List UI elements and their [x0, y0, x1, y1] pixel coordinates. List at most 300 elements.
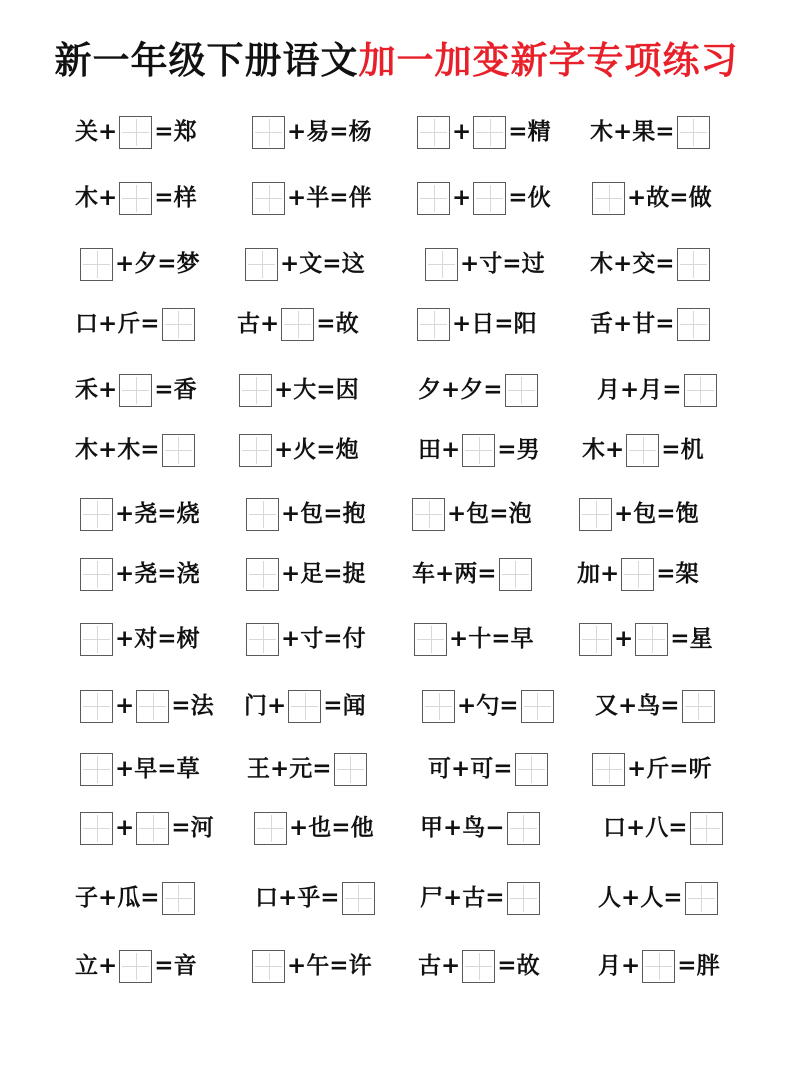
- exercise-row: [0, 944, 793, 988]
- exercise-item: [78, 806, 214, 850]
- character: 也: [308, 814, 332, 841]
- character: 大: [293, 376, 317, 403]
- operator: =: [323, 560, 343, 587]
- exercise-item: [75, 176, 197, 220]
- answer-box[interactable]: [505, 374, 538, 407]
- exercise-item: [78, 617, 200, 661]
- operator: +: [281, 500, 301, 527]
- exercise-row: [0, 806, 793, 850]
- operator: +: [452, 310, 472, 337]
- operator: +: [627, 184, 647, 211]
- operator: =: [312, 755, 332, 782]
- character: 阳: [513, 310, 537, 337]
- operator: =: [669, 184, 689, 211]
- operator: =: [154, 952, 174, 979]
- answer-box[interactable]: [80, 753, 113, 786]
- exercise-item: [418, 368, 540, 412]
- operator: =: [493, 755, 513, 782]
- answer-box[interactable]: [521, 690, 554, 723]
- answer-box[interactable]: [342, 882, 375, 915]
- character: 香: [173, 376, 197, 403]
- answer-box[interactable]: [417, 308, 450, 341]
- answer-box[interactable]: [246, 498, 279, 531]
- character: 木: [590, 250, 613, 277]
- character: 月: [639, 376, 663, 403]
- exercise-item: [597, 368, 719, 412]
- exercise-item: [420, 876, 542, 920]
- exercise-row: [0, 492, 793, 536]
- character: 斤: [646, 755, 670, 782]
- exercise-item: [78, 242, 200, 286]
- exercise-item: [420, 684, 556, 728]
- operator: +: [605, 436, 625, 463]
- exercise-item: [577, 492, 699, 536]
- character: 浇: [176, 560, 200, 587]
- exercise-item: [410, 492, 532, 536]
- character: 因: [335, 376, 359, 403]
- exercise-row: [0, 242, 793, 286]
- answer-box[interactable]: [412, 498, 445, 531]
- character: 加: [577, 560, 600, 587]
- exercise-row: [0, 747, 793, 791]
- character: 交: [632, 250, 656, 277]
- operator: =: [154, 118, 174, 145]
- answer-box[interactable]: [281, 308, 314, 341]
- operator: +: [98, 436, 118, 463]
- answer-box[interactable]: [677, 308, 710, 341]
- operator: +: [460, 250, 480, 277]
- answer-box[interactable]: [119, 182, 152, 215]
- answer-box[interactable]: [119, 950, 152, 983]
- character: 人: [640, 884, 664, 911]
- answer-box[interactable]: [682, 690, 715, 723]
- character: 可: [428, 755, 451, 782]
- character: 夕: [418, 376, 441, 403]
- character: 瓜: [117, 884, 141, 911]
- character: 寸: [479, 250, 503, 277]
- answer-box[interactable]: [162, 308, 195, 341]
- answer-box[interactable]: [80, 623, 113, 656]
- operator: =: [655, 310, 675, 337]
- exercise-item: [244, 552, 366, 596]
- character: 捉: [342, 560, 366, 587]
- operator: +: [287, 952, 307, 979]
- operator: =: [668, 814, 688, 841]
- operator: +: [614, 625, 634, 652]
- character: 木: [75, 436, 98, 463]
- answer-box[interactable]: [80, 248, 113, 281]
- answer-box[interactable]: [422, 690, 455, 723]
- character: 关: [75, 118, 98, 145]
- operator: +: [115, 755, 135, 782]
- answer-box[interactable]: [677, 248, 710, 281]
- operator: =: [157, 755, 177, 782]
- answer-box[interactable]: [677, 116, 710, 149]
- character: 精: [527, 118, 551, 145]
- answer-box[interactable]: [642, 950, 675, 983]
- character: 梦: [176, 250, 200, 277]
- character: 烧: [176, 500, 200, 527]
- character: 机: [680, 436, 704, 463]
- character: 郑: [173, 118, 197, 145]
- character: 田: [418, 436, 441, 463]
- operator: +: [451, 755, 471, 782]
- exercise-item: [237, 368, 359, 412]
- operator: +: [627, 755, 647, 782]
- exercise-item: [75, 428, 197, 472]
- answer-box[interactable]: [515, 753, 548, 786]
- operator: +: [457, 692, 477, 719]
- character: 样: [173, 184, 197, 211]
- answer-box[interactable]: [239, 434, 272, 467]
- character: 古: [462, 884, 486, 911]
- operator: +: [441, 376, 461, 403]
- operator: +: [260, 310, 280, 337]
- operator: +: [443, 814, 463, 841]
- answer-box[interactable]: [579, 623, 612, 656]
- exercise-item: [75, 110, 197, 154]
- answer-box[interactable]: [462, 434, 495, 467]
- character: 木: [590, 118, 613, 145]
- answer-box[interactable]: [252, 116, 285, 149]
- character: 他: [350, 814, 374, 841]
- answer-box[interactable]: [690, 812, 723, 845]
- exercise-item: [603, 806, 725, 850]
- exercise-item: [250, 110, 372, 154]
- exercise-item: [244, 492, 366, 536]
- character: 鸟: [462, 814, 486, 841]
- answer-box[interactable]: [80, 812, 113, 845]
- answer-box[interactable]: [136, 812, 169, 845]
- character: 乎: [297, 884, 321, 911]
- operator: +: [274, 376, 294, 403]
- exercise-item: [590, 176, 712, 220]
- operator: +: [115, 625, 135, 652]
- exercise-item: [590, 110, 712, 154]
- operator: +: [613, 118, 633, 145]
- exercise-item: [590, 242, 712, 286]
- exercise-row: [0, 368, 793, 412]
- character: 泡: [508, 500, 532, 527]
- answer-box[interactable]: [245, 248, 278, 281]
- exercise-item: [420, 806, 542, 850]
- character: 果: [632, 118, 656, 145]
- operator: =: [323, 692, 343, 719]
- character: 两: [454, 560, 478, 587]
- operator: +: [449, 625, 469, 652]
- character: 甲: [420, 814, 443, 841]
- answer-box[interactable]: [414, 623, 447, 656]
- answer-box[interactable]: [80, 498, 113, 531]
- answer-box[interactable]: [252, 950, 285, 983]
- operator: =: [508, 118, 528, 145]
- character: 饱: [675, 500, 699, 527]
- operator: =: [497, 436, 517, 463]
- character: 早: [134, 755, 158, 782]
- operator: +: [98, 184, 118, 211]
- operator: =: [489, 500, 509, 527]
- exercise-item: [78, 492, 200, 536]
- exercise-item: [590, 747, 712, 791]
- operator: +: [287, 118, 307, 145]
- exercise-item: [415, 176, 551, 220]
- exercise-item: [590, 302, 712, 346]
- character: 车: [412, 560, 435, 587]
- exercise-item: [250, 176, 372, 220]
- character: 古: [237, 310, 260, 337]
- operator: =: [140, 436, 160, 463]
- operator: =: [497, 952, 517, 979]
- answer-box[interactable]: [136, 690, 169, 723]
- operator: =: [483, 376, 503, 403]
- character: 鸟: [637, 692, 661, 719]
- character: 河: [190, 814, 214, 841]
- character: 可: [470, 755, 494, 782]
- exercise-item: [598, 944, 720, 988]
- exercise-item: [237, 428, 359, 472]
- exercise-row: [0, 176, 793, 220]
- exercise-row: [0, 110, 793, 154]
- exercise-item: [247, 747, 369, 791]
- character: 故: [335, 310, 359, 337]
- character: 日: [471, 310, 495, 337]
- operator: =: [491, 625, 511, 652]
- answer-box[interactable]: [462, 950, 495, 983]
- character: 月: [597, 376, 620, 403]
- character: 树: [176, 625, 200, 652]
- exercise-item: [250, 944, 372, 988]
- operator: =: [140, 310, 160, 337]
- operator: =: [171, 692, 191, 719]
- character: 早: [510, 625, 534, 652]
- operator: =: [499, 692, 519, 719]
- operator: +: [98, 376, 118, 403]
- character: 付: [342, 625, 366, 652]
- operator: +: [98, 118, 118, 145]
- character: 许: [348, 952, 372, 979]
- character: 架: [675, 560, 699, 587]
- character: 口: [75, 310, 98, 337]
- answer-box[interactable]: [80, 558, 113, 591]
- operator: +: [98, 952, 118, 979]
- character: 易: [306, 118, 330, 145]
- answer-box[interactable]: [119, 116, 152, 149]
- answer-box[interactable]: [592, 753, 625, 786]
- answer-box[interactable]: [626, 434, 659, 467]
- character: 对: [134, 625, 158, 652]
- character: 十: [468, 625, 492, 652]
- operator: =: [329, 118, 349, 145]
- operator: +: [287, 184, 307, 211]
- character: 听: [688, 755, 712, 782]
- exercise-item: [78, 552, 200, 596]
- page-title: [0, 30, 793, 84]
- operator: +: [267, 692, 287, 719]
- character: 半: [306, 184, 330, 211]
- operator: +: [600, 560, 620, 587]
- character: 伴: [348, 184, 372, 211]
- operator: =: [140, 884, 160, 911]
- operator: =: [669, 755, 689, 782]
- operator: +: [98, 310, 118, 337]
- character: 做: [688, 184, 712, 211]
- operator: +: [443, 884, 463, 911]
- character: 胖: [696, 952, 720, 979]
- character: 口: [255, 884, 278, 911]
- answer-box[interactable]: [239, 374, 272, 407]
- operator: =: [502, 250, 522, 277]
- character: 抱: [342, 500, 366, 527]
- exercise-row: [0, 684, 793, 728]
- exercise-item: [577, 617, 713, 661]
- operator: =: [323, 625, 343, 652]
- operator: +: [115, 814, 135, 841]
- answer-box[interactable]: [499, 558, 532, 591]
- answer-box[interactable]: [507, 882, 540, 915]
- exercise-item: [412, 617, 534, 661]
- operator: −: [485, 814, 505, 841]
- operator: +: [289, 814, 309, 841]
- operator: =: [329, 952, 349, 979]
- exercise-row: [0, 552, 793, 596]
- title-part-black: 新一年级下册语文: [54, 39, 359, 82]
- answer-box[interactable]: [685, 882, 718, 915]
- character: 寸: [300, 625, 324, 652]
- operator: +: [614, 500, 634, 527]
- character: 尸: [420, 884, 443, 911]
- title-part-red: 加一加变新字专项练习: [358, 39, 739, 82]
- operator: =: [171, 814, 191, 841]
- exercise-item: [78, 684, 214, 728]
- answer-box[interactable]: [579, 498, 612, 531]
- exercise-item: [75, 302, 197, 346]
- exercise-item: [412, 552, 534, 596]
- answer-box[interactable]: [252, 182, 285, 215]
- operator: =: [154, 376, 174, 403]
- exercise-item: [75, 944, 197, 988]
- operator: +: [115, 560, 135, 587]
- exercise-row: [0, 617, 793, 661]
- operator: =: [323, 500, 343, 527]
- character: 音: [173, 952, 197, 979]
- answer-box[interactable]: [684, 374, 717, 407]
- character: 包: [466, 500, 490, 527]
- operator: +: [270, 755, 290, 782]
- operator: +: [281, 560, 301, 587]
- character: 人: [598, 884, 621, 911]
- character: 炮: [335, 436, 359, 463]
- answer-box[interactable]: [288, 690, 321, 723]
- answer-box[interactable]: [162, 434, 195, 467]
- operator: +: [98, 884, 118, 911]
- character: 故: [516, 952, 540, 979]
- operator: +: [278, 884, 298, 911]
- exercise-item: [418, 428, 540, 472]
- exercise-item: [75, 876, 197, 920]
- answer-box[interactable]: [417, 116, 450, 149]
- character: 斤: [117, 310, 141, 337]
- character: 夕: [460, 376, 484, 403]
- answer-box[interactable]: [635, 623, 668, 656]
- exercise-item: [423, 242, 545, 286]
- character: 杨: [348, 118, 372, 145]
- answer-box[interactable]: [254, 812, 287, 845]
- operator: =: [322, 250, 342, 277]
- answer-box[interactable]: [246, 558, 279, 591]
- character: 足: [300, 560, 324, 587]
- answer-box[interactable]: [621, 558, 654, 591]
- operator: =: [316, 436, 336, 463]
- operator: +: [613, 310, 633, 337]
- character: 禾: [75, 376, 98, 403]
- character: 包: [633, 500, 657, 527]
- exercise-item: [244, 684, 366, 728]
- character: 立: [75, 952, 98, 979]
- character: 甘: [632, 310, 656, 337]
- answer-box[interactable]: [473, 182, 506, 215]
- character: 尧: [134, 500, 158, 527]
- character: 木: [117, 436, 141, 463]
- exercise-item: [415, 110, 551, 154]
- character: 过: [521, 250, 545, 277]
- operator: +: [626, 814, 646, 841]
- exercise-item: [577, 552, 699, 596]
- operator: =: [316, 376, 336, 403]
- answer-box[interactable]: [425, 248, 458, 281]
- operator: +: [280, 250, 300, 277]
- operator: +: [620, 376, 640, 403]
- operator: =: [670, 625, 690, 652]
- character: 子: [75, 884, 98, 911]
- operator: =: [662, 376, 682, 403]
- answer-box[interactable]: [246, 623, 279, 656]
- character: 舌: [590, 310, 613, 337]
- operator: =: [660, 692, 680, 719]
- exercise-row: [0, 428, 793, 472]
- character: 八: [645, 814, 669, 841]
- exercise-item: [595, 684, 717, 728]
- answer-box[interactable]: [119, 374, 152, 407]
- character: 文: [299, 250, 323, 277]
- operator: =: [656, 500, 676, 527]
- operator: =: [677, 952, 697, 979]
- character: 尧: [134, 560, 158, 587]
- answer-box[interactable]: [473, 116, 506, 149]
- operator: =: [331, 814, 351, 841]
- character: 闻: [342, 692, 366, 719]
- answer-box[interactable]: [80, 690, 113, 723]
- operator: =: [656, 560, 676, 587]
- operator: +: [441, 952, 461, 979]
- operator: =: [316, 310, 336, 337]
- answer-box[interactable]: [334, 753, 367, 786]
- operator: +: [447, 500, 467, 527]
- answer-box[interactable]: [417, 182, 450, 215]
- exercise-item: [582, 428, 704, 472]
- answer-box[interactable]: [507, 812, 540, 845]
- character: 草: [176, 755, 200, 782]
- character: 这: [341, 250, 365, 277]
- character: 男: [516, 436, 540, 463]
- exercise-item: [598, 876, 720, 920]
- character: 勺: [476, 692, 500, 719]
- answer-box[interactable]: [592, 182, 625, 215]
- operator: +: [452, 118, 472, 145]
- character: 法: [190, 692, 214, 719]
- character: 古: [418, 952, 441, 979]
- character: 木: [75, 184, 98, 211]
- answer-box[interactable]: [162, 882, 195, 915]
